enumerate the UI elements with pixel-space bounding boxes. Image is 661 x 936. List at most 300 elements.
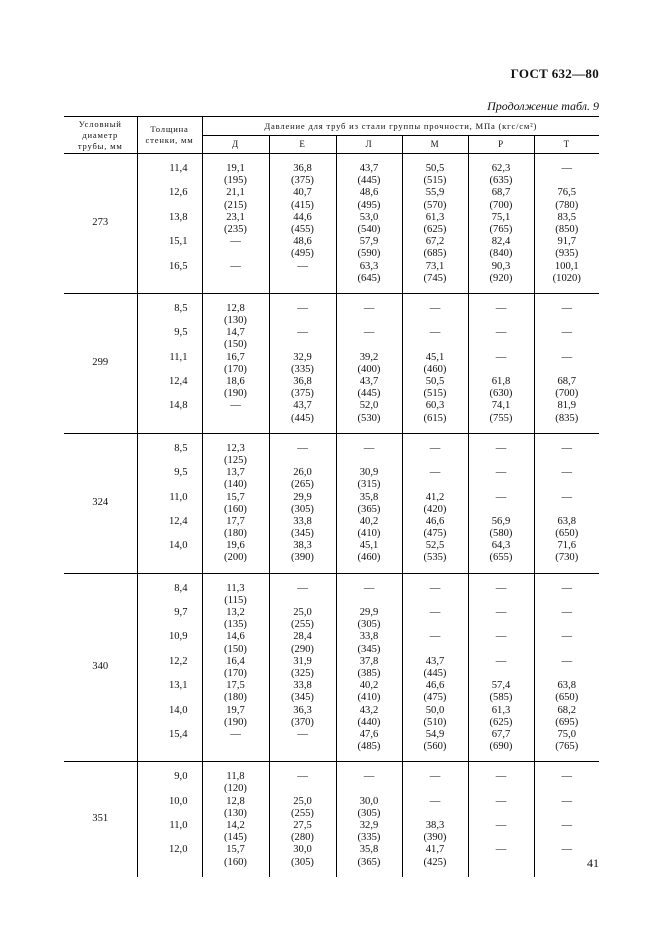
wall-thickness-value: 8,5 xyxy=(174,302,188,314)
pressure-kgf-value xyxy=(337,339,402,351)
pressure-mpa-value: 61,3 xyxy=(491,704,511,716)
pressure-kgf-value xyxy=(203,248,269,260)
pressure-kgf-value: (695) xyxy=(555,716,579,728)
pressure-cell xyxy=(336,154,402,294)
pressure-kgf-value xyxy=(403,644,468,656)
pressure-mpa-value: — xyxy=(429,582,441,594)
pressure-kgf-value xyxy=(535,364,600,376)
pressure-kgf-value: (150) xyxy=(224,643,247,655)
wall-spacer xyxy=(138,200,188,212)
pressure-kgf-value: (255) xyxy=(291,619,314,631)
pressure-mpa-value: 45,1 xyxy=(425,351,445,363)
pressure-mpa-value: — xyxy=(495,771,507,783)
pressure-mpa-value: 16,4 xyxy=(226,655,245,667)
pressure-kgf-value: (195) xyxy=(224,175,247,187)
header-diameter: Условный диаметр трубы, мм xyxy=(64,117,137,154)
wall-spacer xyxy=(138,273,188,285)
pressure-kgf-value: (645) xyxy=(357,272,381,284)
pressure-kgf-value xyxy=(535,644,600,656)
pressure-kgf-value: (615) xyxy=(423,412,447,424)
pressure-kgf-value xyxy=(337,315,402,327)
pressure-cell xyxy=(336,762,402,877)
pressure-mpa-value: 26,0 xyxy=(293,467,312,479)
wall-thickness-value: 11,0 xyxy=(169,820,188,831)
pressure-mpa-value: — xyxy=(495,467,507,479)
pressure-kgf-value xyxy=(270,315,336,327)
pressure-kgf-value: (415) xyxy=(291,199,314,211)
pressure-kgf-value xyxy=(469,455,534,467)
pressure-mpa-value: — xyxy=(495,327,507,339)
pressure-kgf-value: (385) xyxy=(357,667,381,679)
pressure-mpa-value: 12,8 xyxy=(226,795,245,807)
pressure-mpa-value: 62,3 xyxy=(491,163,511,174)
pressure-cell xyxy=(402,293,468,433)
pressure-mpa-value: 41,2 xyxy=(425,491,445,503)
pressure-kgf-value xyxy=(469,783,534,795)
pressure-mpa-value: — xyxy=(561,491,573,503)
pressure-cell xyxy=(402,573,468,762)
pressure-mpa-value: — xyxy=(297,442,308,454)
pressure-kgf-value xyxy=(469,619,534,631)
diameter-cell xyxy=(64,154,137,294)
wall-thickness-value: 10,9 xyxy=(168,631,188,643)
pressure-kgf-value xyxy=(403,808,468,820)
pressure-kgf-value: (745) xyxy=(423,272,447,284)
pressure-cell xyxy=(269,433,336,573)
pressure-mpa-value: 43,7 xyxy=(293,400,312,412)
pressure-kgf-value: (625) xyxy=(423,223,447,235)
pressure-mpa-value: 15,7 xyxy=(226,491,245,503)
pressure-mpa-value: — xyxy=(429,467,441,479)
pressure-kgf-value: (190) xyxy=(224,716,247,728)
pressure-kgf-value: (780) xyxy=(555,199,579,211)
pressure-mpa-value: 25,0 xyxy=(293,795,312,807)
pressure-kgf-value: (540) xyxy=(357,223,381,235)
pressure-kgf-value: (215) xyxy=(224,199,247,211)
pressure-kgf-value: (765) xyxy=(489,223,513,235)
pressure-mpa-value: 11,8 xyxy=(226,771,245,783)
pressure-mpa-value: 43,2 xyxy=(359,704,379,716)
diameter-value: 351 xyxy=(92,813,109,825)
wall-thickness-value: 12,6 xyxy=(168,187,188,199)
wall-thickness-value: 10,0 xyxy=(168,795,188,807)
pressure-mpa-value: — xyxy=(429,442,441,454)
pressure-kgf-value: (145) xyxy=(224,832,247,844)
pressure-kgf-value: (630) xyxy=(489,388,513,400)
wall-thickness-cell xyxy=(137,762,202,877)
pressure-mpa-value: — xyxy=(297,771,308,783)
pressure-mpa-value: — xyxy=(429,771,441,783)
pressure-mpa-value: — xyxy=(495,302,507,314)
pressure-kgf-value: (410) xyxy=(357,692,381,704)
wall-thickness-value: 8,4 xyxy=(174,582,188,594)
pressure-kgf-value xyxy=(535,832,600,844)
wall-thickness-value: 16,5 xyxy=(168,260,188,272)
pressure-mpa-value: 71,6 xyxy=(557,540,577,552)
header-pressure: Давление для труб из стали группы прочности, МПа (кгс/см²) xyxy=(202,117,599,136)
pressure-mpa-value: 38,3 xyxy=(425,820,445,831)
pressure-mpa-value: — xyxy=(495,442,507,454)
pressure-mpa-value: 50,5 xyxy=(425,376,445,387)
wall-thickness-value: 14,8 xyxy=(168,400,188,412)
pressure-mpa-value: — xyxy=(429,631,441,643)
pressure-mpa-value: 61,3 xyxy=(425,211,445,223)
pressure-mpa-value: — xyxy=(561,351,573,363)
pressure-mpa-value: — xyxy=(561,327,573,339)
wall-spacer xyxy=(138,692,188,704)
pressure-kgf-value: (305) xyxy=(291,856,314,868)
pressure-mpa-value: 40,2 xyxy=(359,680,379,692)
pressure-cell xyxy=(534,154,599,294)
pressure-mpa-value: 57,9 xyxy=(359,236,379,248)
pressure-mpa-value: — xyxy=(230,236,241,248)
wall-thickness-cell xyxy=(137,433,202,573)
pressure-cell xyxy=(468,573,534,762)
pressure-kgf-value xyxy=(535,339,600,351)
pressure-mpa-value: — xyxy=(429,795,441,807)
pressure-kgf-value: (515) xyxy=(423,388,447,400)
pressure-mpa-value: 33,8 xyxy=(359,631,379,643)
pressure-kgf-value xyxy=(535,595,600,607)
wall-spacer xyxy=(138,832,188,844)
pressure-kgf-value: (140) xyxy=(224,479,247,491)
wall-spacer xyxy=(138,224,188,236)
pressure-kgf-value xyxy=(535,455,600,467)
header-grade-d: Д xyxy=(202,136,269,154)
wall-thickness-value: 9,7 xyxy=(174,607,188,618)
pressure-mpa-value: 43,7 xyxy=(425,655,445,667)
pressure-kgf-value: (685) xyxy=(423,248,447,260)
pressure-kgf-value: (495) xyxy=(357,199,381,211)
pressure-kgf-value xyxy=(469,832,534,844)
pressure-mpa-value: — xyxy=(561,655,573,667)
pressure-kgf-value: (170) xyxy=(224,667,247,679)
pressure-kgf-value xyxy=(469,808,534,820)
pressure-mpa-value: 73,1 xyxy=(425,260,445,272)
pressure-kgf-value: (160) xyxy=(224,503,247,515)
pressure-mpa-value: 14,2 xyxy=(226,820,245,831)
pressure-cell xyxy=(402,433,468,573)
pressure-mpa-value: — xyxy=(561,163,573,174)
pressure-mpa-value: 48,6 xyxy=(293,236,312,248)
pressure-kgf-value: (130) xyxy=(224,807,247,819)
pressure-mpa-value: 29,9 xyxy=(293,491,312,503)
pressure-mpa-value: 90,3 xyxy=(491,260,511,272)
pressure-kgf-value: (445) xyxy=(357,388,381,400)
pressure-kgf-value: (445) xyxy=(357,175,381,187)
pressure-mpa-value: 81,9 xyxy=(557,400,577,412)
pressure-kgf-value: (375) xyxy=(291,388,314,400)
pressure-kgf-value: (765) xyxy=(555,741,579,753)
pressure-mpa-value: 41,7 xyxy=(425,844,445,856)
pressure-mpa-value: — xyxy=(495,844,507,856)
wall-spacer xyxy=(138,619,188,631)
pressure-kgf-value: (1020) xyxy=(552,272,581,284)
pressure-kgf-value: (115) xyxy=(224,594,247,606)
pressure-kgf-value: (390) xyxy=(291,552,314,564)
pressure-mpa-value: — xyxy=(495,607,507,618)
wall-spacer xyxy=(138,413,188,425)
pressure-mpa-value: 36,8 xyxy=(293,376,312,387)
pressure-kgf-value xyxy=(403,595,468,607)
pressure-kgf-value xyxy=(403,315,468,327)
diameter-value: 324 xyxy=(92,497,109,509)
wall-spacer xyxy=(138,248,188,260)
pressure-mpa-value: 18,6 xyxy=(226,376,245,387)
pressure-cell xyxy=(534,433,599,573)
table-group-row xyxy=(64,154,599,294)
pressure-mpa-value: — xyxy=(429,327,441,339)
pressure-mpa-value: 37,8 xyxy=(359,655,379,667)
pressure-mpa-value: 63,8 xyxy=(557,680,577,692)
pressure-mpa-value: — xyxy=(297,327,308,339)
pressure-mpa-value: — xyxy=(495,351,507,363)
pressure-mpa-value: — xyxy=(495,655,507,667)
pressure-kgf-value xyxy=(469,315,534,327)
wall-spacer xyxy=(138,595,188,607)
pressure-mpa-value: 50,5 xyxy=(425,163,445,174)
wall-spacer xyxy=(138,644,188,656)
wall-thickness-cell xyxy=(137,293,202,433)
pressure-mpa-value: 33,8 xyxy=(293,680,312,692)
pressure-kgf-value: (700) xyxy=(555,388,579,400)
header-grade-l: Л xyxy=(336,136,402,154)
pressure-mpa-value: — xyxy=(561,631,573,643)
pressure-cell xyxy=(269,573,336,762)
pressure-mpa-value: 19,1 xyxy=(226,163,245,174)
wall-thickness-value: 15,1 xyxy=(168,236,188,248)
pressure-kgf-value: (590) xyxy=(357,248,381,260)
pressure-kgf-value: (265) xyxy=(291,479,314,491)
pressure-mpa-value: 29,9 xyxy=(359,607,379,618)
pressure-mpa-value: 14,6 xyxy=(226,631,245,643)
pressure-mpa-value: 43,7 xyxy=(359,163,379,174)
pressure-kgf-value xyxy=(535,668,600,680)
pressure-kgf-value xyxy=(270,339,336,351)
pressure-kgf-value: (170) xyxy=(224,363,247,375)
pressure-mpa-value: — xyxy=(230,400,241,412)
pressure-mpa-value: 30,9 xyxy=(359,467,379,479)
wall-spacer xyxy=(138,808,188,820)
wall-thickness-value: 12,4 xyxy=(168,515,188,527)
pressure-kgf-value: (730) xyxy=(555,552,579,564)
pressure-kgf-value: (835) xyxy=(555,412,579,424)
pressure-mpa-value: — xyxy=(561,607,573,618)
pressure-mpa-value: — xyxy=(230,260,241,272)
pressure-mpa-value: — xyxy=(495,795,507,807)
wall-thickness-value: 11,0 xyxy=(169,491,188,503)
pressure-kgf-value xyxy=(535,619,600,631)
pressure-mpa-value: 60,3 xyxy=(425,400,445,412)
pressure-mpa-value: 19,6 xyxy=(226,540,245,552)
pressure-kgf-value: (440) xyxy=(357,716,381,728)
pressure-cell xyxy=(336,433,402,573)
pressure-kgf-value xyxy=(270,595,336,607)
pressure-mpa-value: 27,5 xyxy=(293,820,312,831)
pressure-mpa-value: — xyxy=(297,582,308,594)
pressure-mpa-value: 53,0 xyxy=(359,211,379,223)
pressure-kgf-value: (345) xyxy=(291,528,314,540)
pressure-cell xyxy=(336,573,402,762)
document-code: ГОСТ 632—80 xyxy=(510,66,599,81)
pressure-mpa-value: 32,9 xyxy=(293,351,312,363)
pressure-mpa-value: 21,1 xyxy=(226,187,245,199)
pressure-kgf-value: (445) xyxy=(423,667,447,679)
diameter-value: 273 xyxy=(92,217,109,229)
pressure-cell xyxy=(468,154,534,294)
pressure-kgf-value: (535) xyxy=(423,552,447,564)
header-grade-e: Е xyxy=(269,136,336,154)
wall-thickness-value: 15,4 xyxy=(168,728,188,740)
pressure-kgf-value: (455) xyxy=(291,223,314,235)
pressure-kgf-value: (650) xyxy=(555,528,579,540)
wall-thickness-value: 11,4 xyxy=(169,163,188,174)
pressure-mpa-value: 36,3 xyxy=(293,704,312,716)
pressure-kgf-value: (420) xyxy=(423,503,447,515)
pressure-cell xyxy=(468,293,534,433)
pressure-kgf-value xyxy=(203,741,269,753)
pressure-kgf-value: (475) xyxy=(423,528,447,540)
wall-spacer xyxy=(138,528,188,540)
table-group-row xyxy=(64,573,599,762)
pressure-mpa-value: — xyxy=(363,442,375,454)
wall-spacer xyxy=(138,364,188,376)
pressure-mpa-value: 13,2 xyxy=(226,607,245,618)
pressure-kgf-value xyxy=(535,175,600,187)
pressure-cell xyxy=(269,293,336,433)
pressure-kgf-value: (495) xyxy=(291,248,314,260)
wall-thickness-value: 13,1 xyxy=(168,680,188,692)
header-grade-m: М xyxy=(402,136,468,154)
pressure-kgf-value: (755) xyxy=(489,412,513,424)
pressure-mpa-value: 30,0 xyxy=(293,844,312,856)
pressure-kgf-value: (690) xyxy=(489,741,513,753)
pressure-kgf-value: (700) xyxy=(489,199,513,211)
pressure-kgf-value xyxy=(203,273,269,285)
pressure-kgf-value: (325) xyxy=(291,667,314,679)
pressure-mpa-value: — xyxy=(495,820,507,831)
pressure-kgf-value: (425) xyxy=(423,856,447,868)
pressure-mpa-value: 31,9 xyxy=(293,655,312,667)
wall-spacer xyxy=(138,668,188,680)
pressure-mpa-value: 46,6 xyxy=(425,680,445,692)
wall-spacer xyxy=(138,175,188,187)
pressure-kgf-value: (335) xyxy=(291,363,314,375)
pressure-kgf-value: (585) xyxy=(489,692,513,704)
pressure-mpa-value: 100,1 xyxy=(554,260,579,272)
pressure-kgf-value xyxy=(270,455,336,467)
pressure-mpa-value: 12,3 xyxy=(226,442,245,454)
table-group-row xyxy=(64,762,599,877)
table-group-row xyxy=(64,433,599,573)
pressure-mpa-value: 44,6 xyxy=(293,211,312,223)
pressure-kgf-value: (375) xyxy=(291,175,314,187)
pressure-cell xyxy=(468,433,534,573)
pressure-mpa-value: 47,6 xyxy=(359,728,379,740)
pressure-mpa-value: — xyxy=(363,582,375,594)
pressure-cell xyxy=(202,573,269,762)
pressure-mpa-value: 32,9 xyxy=(359,820,379,831)
pressure-kgf-value: (190) xyxy=(224,388,247,400)
pressure-mpa-value: — xyxy=(297,728,308,740)
table-continuation-caption: Продолжение табл. 9 xyxy=(487,99,599,113)
pressure-kgf-value xyxy=(469,857,534,869)
pressure-kgf-value: (315) xyxy=(357,479,381,491)
pressure-cell xyxy=(202,154,269,294)
pressure-kgf-value: (580) xyxy=(489,528,513,540)
header-wall-thickness: Толщина стенки, мм xyxy=(137,117,202,154)
wall-spacer xyxy=(138,857,188,869)
pressure-kgf-value xyxy=(337,595,402,607)
pressure-kgf-value: (530) xyxy=(357,412,381,424)
pressure-mpa-value: 35,8 xyxy=(359,491,379,503)
pressure-kgf-value: (235) xyxy=(224,223,247,235)
pressure-kgf-value xyxy=(270,741,336,753)
wall-thickness-value: 11,1 xyxy=(169,351,188,363)
pressure-kgf-value xyxy=(535,808,600,820)
pressure-kgf-value xyxy=(469,595,534,607)
diameter-cell xyxy=(64,573,137,762)
pressure-cell xyxy=(402,154,468,294)
pressure-kgf-value: (365) xyxy=(357,503,381,515)
wall-spacer xyxy=(138,741,188,753)
pressure-kgf-value xyxy=(403,619,468,631)
pressure-kgf-value: (345) xyxy=(357,643,381,655)
pressure-kgf-value xyxy=(203,413,269,425)
pressure-kgf-value: (150) xyxy=(224,339,247,351)
pressure-kgf-value: (365) xyxy=(357,856,381,868)
pressure-mpa-value: 13,7 xyxy=(226,467,245,479)
pressure-table xyxy=(64,116,599,877)
pressure-mpa-value: — xyxy=(561,844,573,856)
pressure-mpa-value: — xyxy=(363,302,375,314)
pressure-mpa-value: 54,9 xyxy=(425,728,445,740)
pressure-mpa-value: 67,7 xyxy=(491,728,511,740)
pressure-mpa-value: 75,0 xyxy=(557,728,577,740)
wall-spacer xyxy=(138,504,188,516)
pressure-kgf-value xyxy=(403,783,468,795)
wall-spacer xyxy=(138,479,188,491)
header-grade-r: Р xyxy=(468,136,534,154)
wall-thickness-value: 8,5 xyxy=(174,442,188,454)
pressure-kgf-value xyxy=(535,504,600,516)
diameter-cell xyxy=(64,762,137,877)
pressure-kgf-value: (135) xyxy=(224,619,247,631)
pressure-mpa-value: — xyxy=(429,607,441,618)
wall-spacer xyxy=(138,339,188,351)
pressure-kgf-value: (485) xyxy=(357,741,381,753)
pressure-kgf-value xyxy=(535,479,600,491)
pressure-cell xyxy=(202,762,269,877)
pressure-mpa-value: 45,1 xyxy=(359,540,379,552)
pressure-kgf-value xyxy=(469,479,534,491)
pressure-kgf-value xyxy=(469,364,534,376)
pressure-mpa-value: — xyxy=(297,302,308,314)
pressure-kgf-value: (400) xyxy=(357,363,381,375)
pressure-mpa-value: 25,0 xyxy=(293,607,312,618)
page-number: 41 xyxy=(587,856,599,870)
pressure-kgf-value xyxy=(270,273,336,285)
pressure-kgf-value: (305) xyxy=(291,503,314,515)
wall-thickness-value: 14,0 xyxy=(168,540,188,552)
wall-spacer xyxy=(138,783,188,795)
wall-thickness-value: 9,5 xyxy=(174,467,188,479)
pressure-kgf-value: (840) xyxy=(489,248,513,260)
pressure-kgf-value xyxy=(469,339,534,351)
wall-spacer xyxy=(138,552,188,564)
pressure-mpa-value: 56,9 xyxy=(491,515,511,527)
pressure-kgf-value: (935) xyxy=(555,248,579,260)
